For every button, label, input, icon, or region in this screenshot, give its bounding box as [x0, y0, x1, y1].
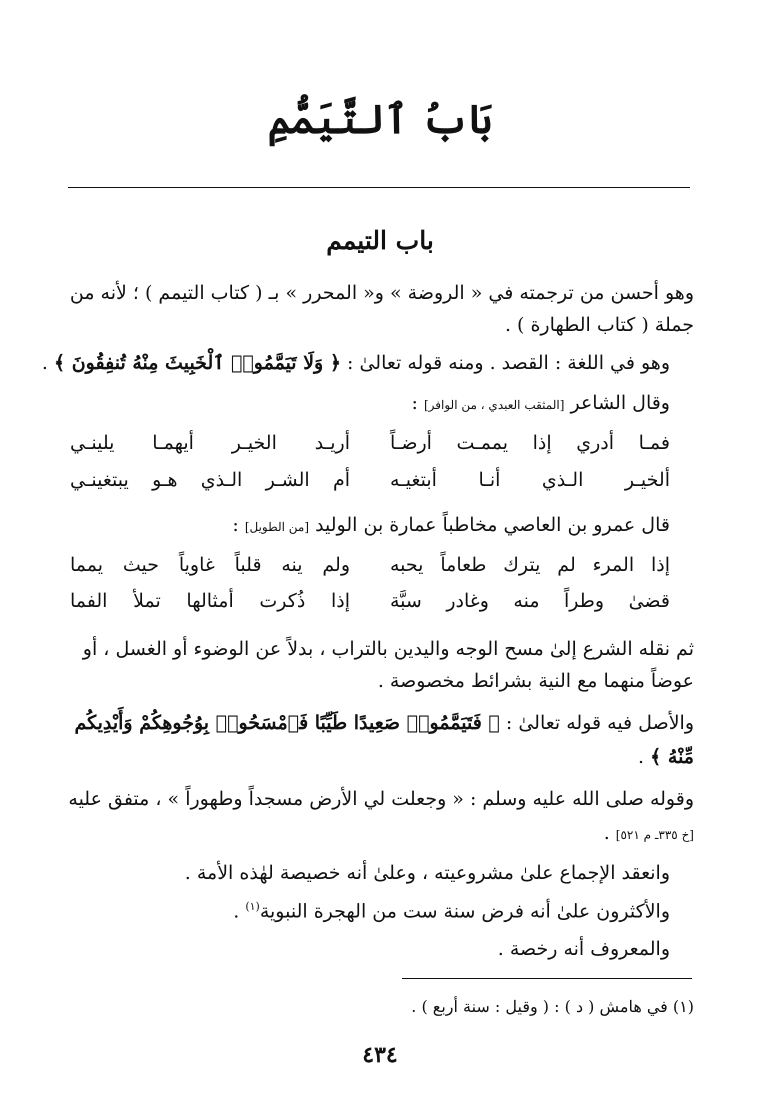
- poem-verse: [70, 469, 670, 499]
- paragraph-line: والمعروف أنه رخصة .: [497, 938, 670, 960]
- paragraph-line: [64, 746, 694, 768]
- line-text: والأصل فيه قوله تعالىٰ :: [505, 712, 694, 734]
- paragraph-line: وهو أحسن من ترجمته في « الروضة » و« المحرر » بـ ( كتاب التيمم ) ؛ لأنه من: [69, 282, 694, 304]
- line-text: والأكثرون علىٰ أنه فرض سنة ست من الهجرة النبوية: [259, 900, 670, 923]
- citation: [من الطويل]: [244, 520, 310, 534]
- section-title: باب التيمم: [326, 226, 434, 255]
- paragraph-line: [64, 712, 694, 734]
- line-end: .: [603, 822, 610, 844]
- citation: [المثقب العبدي ، من الوافر]: [423, 398, 565, 412]
- first-hemistich: إذا المرء لم يترك طعاماً يحبه: [390, 554, 670, 576]
- header-rule: [68, 187, 690, 188]
- paragraph-line: وانعقد الإجماع علىٰ مشروعيته ، وعلىٰ أنه خصيصة لهٰذه الأمة .: [184, 862, 670, 884]
- line-text: قال عمرو بن العاصي مخاطباً عمارة بن الوليد: [315, 514, 670, 536]
- first-hemistich: ألخيـر الـذي أنـا أبتغيـه: [390, 469, 670, 491]
- paragraph-line: ثم نقله الشرع إلىٰ مسح الوجه واليدين بالتراب ، بدلاً عن الوضوء أو الغسل ، أو: [82, 638, 694, 660]
- footnote-separator: [402, 978, 692, 979]
- line-end: .: [638, 746, 645, 768]
- quran-verse: مِّنْهُ ﴾: [650, 746, 694, 768]
- page-number: ٤٣٤: [362, 1042, 398, 1068]
- paragraph-line: وقوله صلى الله عليه وسلم : « وجعلت لي الأرض مسجداً وطهوراً » ، متفق عليه: [68, 788, 694, 810]
- paragraph-line: [64, 900, 670, 922]
- line-end: :: [232, 514, 239, 536]
- paragraph-line: [64, 822, 694, 844]
- line-end: .: [233, 900, 240, 923]
- line-end: :: [411, 392, 418, 414]
- poem-verse: [70, 590, 670, 620]
- footnote-marker[interactable]: (١): [245, 900, 260, 913]
- first-hemistich: قضىٰ وطراً منه وغادر سبَّة: [390, 590, 670, 612]
- quran-verse: ﴿ وَلَا تَيَمَّمُوا۟ ٱلْخَبِيثَ مِنْهُ تُنفِقُونَ ﴾: [53, 352, 341, 374]
- line-text: وهو في اللغة : القصد . ومنه قوله تعالىٰ :: [347, 352, 670, 374]
- paragraph-line: جملة ( كتاب الطهارة ) .: [504, 314, 694, 336]
- first-hemistich: فمـا أدري إذا يممـت أرضـاً: [390, 432, 670, 454]
- second-hemistich: إذا ذُكرت أمثالها تملأ الفما: [70, 590, 350, 612]
- poem-verse: [70, 554, 670, 584]
- paragraph-line: [64, 392, 670, 414]
- second-hemistich: أريـد الخيـر أيهمـا يلينـي: [70, 432, 350, 454]
- poem-verse: [70, 432, 670, 462]
- citation: [خ ٣٣٥ـ م ٥٢١]: [615, 828, 694, 842]
- paragraph-line: [64, 514, 670, 536]
- footnote: (١) في هامش ( د ) : ( وقيل : سنة أربع ) .: [411, 997, 694, 1016]
- second-hemistich: ولم ينه قلباً غاوياً حيث يمما: [70, 554, 350, 576]
- line-text: وقال الشاعر: [570, 392, 670, 414]
- quran-verse: ﴿ فَتَيَمَّمُوا۟ صَعِيدًا طَيِّبًا فَٱمْسَحُوا۟ بِوُجُوهِكُمْ وَأَيْدِيكُم: [74, 712, 500, 734]
- line-end: .: [41, 352, 48, 374]
- paragraph-line: [41, 352, 670, 374]
- second-hemistich: أم الشـر الـذي هـو يبتغينـي: [70, 469, 350, 491]
- paragraph-line: عوضاً منهما مع النية بشرائط مخصوصة .: [377, 670, 694, 692]
- chapter-title: بَابُ ٱلتَّيَمُّمِ: [267, 96, 493, 143]
